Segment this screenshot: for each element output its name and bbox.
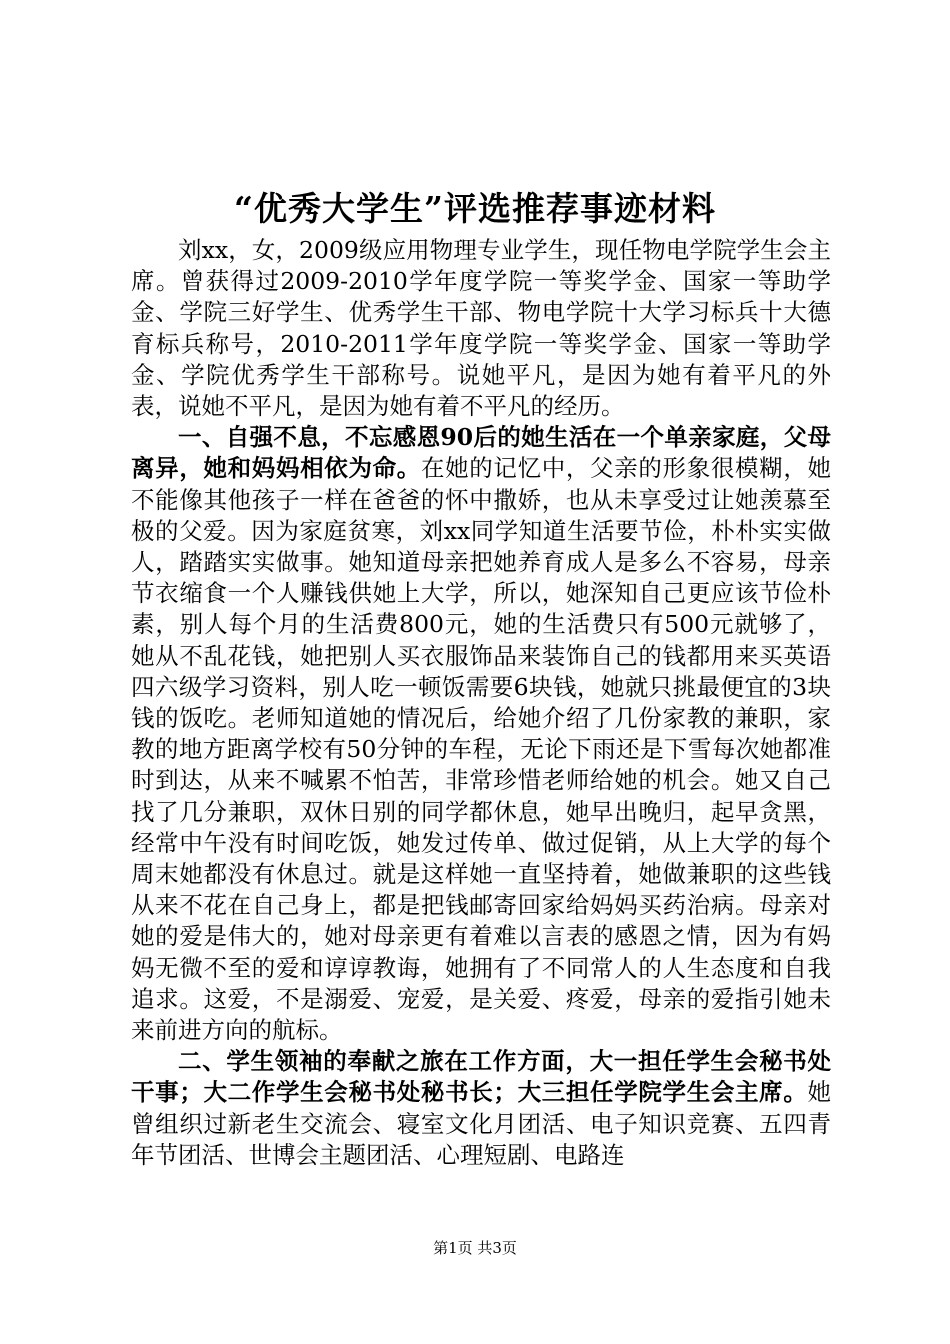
section-heading-2: 二、学生领袖的奉献之旅在工作方面，大一担任学生会秘书处干事；大二作学生会秘书处秘书长；大三担任学院学生会主席。 [131, 1047, 831, 1107]
section-heading-1: 一、自强不息，不忘感恩90后的她生活在一个单亲家庭，父母离异，她和妈妈相依为命。 [131, 423, 831, 483]
paragraph-text: 她曾组织过新老生交流会、寝室文化月团活、电子知识竞赛、五四青年节团活、世博会主题团活、心理短剧、电路连 [131, 1078, 831, 1169]
paragraph-intro [131, 235, 831, 422]
paragraph-text: 刘xx，女，2009级应用物理专业学生，现任物电学院学生会主席。曾获得过2009-2010学年度学院一等奖学金、国家一等助学金、学院三好学生、优秀学生干部、物电学院十大学习标兵十大德育标兵称号，2010-2011学年度学院一等奖学金、国家一等助学金、学院优秀学生干部称号。说她平凡，是因为她有着平凡的外表，说她不平凡，是因为她有着不平凡的经历。 [131, 236, 831, 421]
page-number-footer: 第1页 共3页 [433, 1239, 517, 1257]
paragraph-section-1 [131, 422, 831, 1046]
document-body [131, 235, 831, 1171]
paragraph-text: 在她的记忆中，父亲的形象很模糊，她不能像其他孩子一样在爸爸的怀中撒娇，也从未享受过让她羡慕至极的父爱。因为家庭贫寒，刘xx同学知道生活要节俭，朴朴实实做人，踏踏实实做事。她知道母亲把她养育成人是多么不容易，母亲节衣缩食一个人赚钱供她上大学，所以，她深知自己更应该节俭朴素，别人每个月的生活费800元，她的生活费只有500元就够了，她从不乱花钱，她把别人买衣服饰品来装饰自己的钱都用来买英语四六级学习资料，别人吃一顿饭需要6块钱，她就只挑最便宜的3块钱的饭吃。老师知道她的情况后，给她介绍了几份家教的兼职，家教的地方距离学校有50分钟的车程，无论下雨还是下雪每次她都准时到达，从来不喊累不怕苦，非常珍惜老师给她的机会。她又自己找了几分兼职，双休日别的同学都休息，她早出晚归，起早贪黑，经常中午没有时间吃饭，她发过传单、做过促销，从上大学的每个周末她都没有休息过。就是这样她一直坚持着，她做兼职的这些钱从来不花在自己身上，都是把钱邮寄回家给妈妈买药治病。母亲对她的爱是伟大的，她对母亲更有着难以言表的感恩之情，因为有妈妈无微不至的爱和谆谆教诲，她拥有了不同常人的人生态度和自我追求。这爱，不是溺爱、宠爱，是关爱、疼爱，母亲的爱指引她未来前进方向的航标。 [131, 454, 832, 1045]
paragraph-section-2 [131, 1046, 831, 1171]
document-title: “优秀大学生”评选推荐事迹材料 [234, 189, 716, 228]
